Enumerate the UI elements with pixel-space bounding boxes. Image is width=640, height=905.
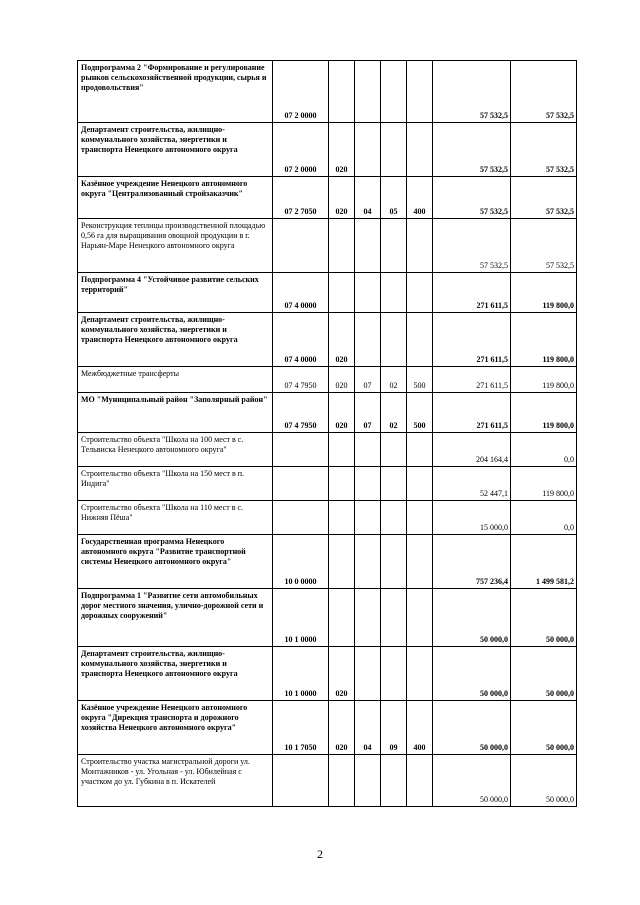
row-admin-code [329,467,355,501]
row-expense-type [407,219,433,273]
row-amount-2: 57 532,5 [511,123,577,177]
row-target-article: 07 4 0000 [273,313,329,367]
row-expense-type [407,535,433,589]
row-amount-1: 50 000,0 [433,755,511,807]
row-target-article [273,467,329,501]
row-section [355,273,381,313]
table-row [78,313,577,367]
row-admin-code [329,589,355,647]
table-row [78,433,577,467]
row-name: Подпрограмма 2 "Формирование и регулирование рынков сельскохозяйственной продукции, сырья и продовольствия" [78,61,273,123]
row-target-article: 07 2 0000 [273,123,329,177]
row-section [355,313,381,367]
row-amount-2: 1 499 581,2 [511,535,577,589]
row-target-article: 07 4 7950 [273,367,329,393]
row-name: Межбюджетные трансферты [78,367,273,393]
row-expense-type [407,755,433,807]
row-name: Департамент строительства, жилищно-коммунального хозяйства, энергетики и транспорта Ненецкого автономного округа [78,647,273,701]
row-expense-type [407,467,433,501]
row-amount-2: 50 000,0 [511,701,577,755]
row-section: 04 [355,177,381,219]
row-admin-code [329,755,355,807]
row-subsection: 02 [381,367,407,393]
row-amount-2: 57 532,5 [511,219,577,273]
row-section [355,647,381,701]
row-expense-type [407,313,433,367]
row-expense-type: 500 [407,393,433,433]
row-name: Департамент строительства, жилищно-коммунального хозяйства, энергетики и транспорта Ненецкого автономного округа [78,123,273,177]
row-expense-type: 400 [407,701,433,755]
table-row [78,123,577,177]
row-name: Строительство участка магистральной дороги ул. Монтажников - ул. Угольная - ул. Юбилейная с участком до ул. Губкина в п. Искателей [78,755,273,807]
row-target-article: 07 2 7050 [273,177,329,219]
row-name: Государственная программа Ненецкого автономного округа "Развитие транспортной системы Ненецкого автономного округа" [78,535,273,589]
row-expense-type [407,647,433,701]
row-subsection [381,123,407,177]
row-target-article [273,501,329,535]
table-row [78,61,577,123]
table-row [78,501,577,535]
row-target-article: 10 0 0000 [273,535,329,589]
row-subsection [381,501,407,535]
row-name: Строительство объекта "Школа на 100 мест в с. Тельвиска Ненецкого автономного округа" [78,433,273,467]
row-name: Казённое учреждение Ненецкого автономного округа "Централизованный стройзаказчик" [78,177,273,219]
row-target-article [273,755,329,807]
row-amount-1: 57 532,5 [433,219,511,273]
table-row [78,393,577,433]
row-section [355,755,381,807]
row-amount-1: 57 532,5 [433,177,511,219]
row-name: Подпрограмма 4 "Устойчивое развитие сельских территорий" [78,273,273,313]
row-amount-1: 271 611,5 [433,393,511,433]
row-admin-code: 020 [329,123,355,177]
row-name: Департамент строительства, жилищно-коммунального хозяйства, энергетики и транспорта Ненецкого автономного округа [78,313,273,367]
table-row [78,535,577,589]
table-row [78,177,577,219]
row-target-article: 10 1 7050 [273,701,329,755]
row-amount-2: 119 800,0 [511,467,577,501]
table-row [78,589,577,647]
row-admin-code: 020 [329,701,355,755]
row-amount-2: 50 000,0 [511,589,577,647]
row-name: Строительство объекта "Школа на 150 мест в п. Индига" [78,467,273,501]
row-amount-2: 50 000,0 [511,647,577,701]
row-section [355,535,381,589]
row-subsection: 02 [381,393,407,433]
row-subsection [381,273,407,313]
budget-table-body [78,61,577,807]
row-section: 04 [355,701,381,755]
table-row [78,273,577,313]
row-amount-1: 50 000,0 [433,589,511,647]
budget-table [77,60,577,807]
row-target-article: 10 1 0000 [273,647,329,701]
row-admin-code: 020 [329,313,355,367]
row-subsection [381,433,407,467]
row-subsection [381,313,407,367]
row-subsection: 05 [381,177,407,219]
page-number: 2 [317,847,323,861]
table-row [78,647,577,701]
row-subsection [381,589,407,647]
row-amount-1: 15 000,0 [433,501,511,535]
row-admin-code [329,219,355,273]
row-name: МО "Муниципальный район "Заполярный район" [78,393,273,433]
row-amount-2: 0,0 [511,433,577,467]
row-admin-code [329,61,355,123]
row-admin-code [329,501,355,535]
row-amount-2: 119 800,0 [511,273,577,313]
row-admin-code: 020 [329,177,355,219]
row-section [355,123,381,177]
row-subsection: 09 [381,701,407,755]
row-name: Подпрограмма 1 "Развитие сети автомобильных дорог местного значения, улично-дорожной сети и дорожных сооружений" [78,589,273,647]
row-expense-type [407,273,433,313]
row-amount-1: 52 447,1 [433,467,511,501]
row-amount-2: 119 800,0 [511,367,577,393]
row-amount-1: 757 236,4 [433,535,511,589]
row-section [355,61,381,123]
row-subsection [381,647,407,701]
table-row [78,701,577,755]
row-amount-2: 57 532,5 [511,61,577,123]
row-target-article [273,219,329,273]
row-target-article [273,433,329,467]
row-subsection [381,535,407,589]
row-amount-1: 204 164,4 [433,433,511,467]
row-amount-1: 271 611,5 [433,313,511,367]
row-subsection [381,467,407,501]
row-expense-type: 500 [407,367,433,393]
row-expense-type [407,501,433,535]
row-admin-code [329,535,355,589]
row-admin-code [329,433,355,467]
row-amount-1: 50 000,0 [433,701,511,755]
row-section: 07 [355,367,381,393]
row-amount-1: 271 611,5 [433,273,511,313]
row-amount-2: 0,0 [511,501,577,535]
row-expense-type [407,589,433,647]
row-amount-2: 119 800,0 [511,393,577,433]
row-amount-2: 57 532,5 [511,177,577,219]
row-expense-type [407,123,433,177]
row-target-article: 07 2 0000 [273,61,329,123]
table-row [78,367,577,393]
table-row [78,467,577,501]
row-amount-2: 50 000,0 [511,755,577,807]
row-subsection [381,755,407,807]
table-row [78,755,577,807]
row-amount-1: 271 611,5 [433,367,511,393]
row-name: Казённое учреждение Ненецкого автономного округа "Дирекция транспорта и дорожного хозяйства Ненецкого автономного округа" [78,701,273,755]
row-section [355,589,381,647]
row-section [355,433,381,467]
row-expense-type: 400 [407,177,433,219]
table-row [78,219,577,273]
row-target-article: 07 4 0000 [273,273,329,313]
row-subsection [381,219,407,273]
row-amount-1: 57 532,5 [433,61,511,123]
row-admin-code [329,273,355,313]
row-amount-1: 50 000,0 [433,647,511,701]
row-admin-code: 020 [329,647,355,701]
row-section: 07 [355,393,381,433]
row-section [355,219,381,273]
row-amount-2: 119 800,0 [511,313,577,367]
row-target-article: 07 4 7950 [273,393,329,433]
row-amount-1: 57 532,5 [433,123,511,177]
row-name: Строительство объекта "Школа на 110 мест в с. Нижняя Пёша" [78,501,273,535]
row-section [355,467,381,501]
row-section [355,501,381,535]
row-admin-code: 020 [329,367,355,393]
row-expense-type [407,61,433,123]
row-name: Реконструкция теплицы производственной площадью 0,56 га для выращивания овощной продукции в г. Нарьян-Маре Ненецкого автономного округа [78,219,273,273]
row-subsection [381,61,407,123]
row-expense-type [407,433,433,467]
row-target-article: 10 1 0000 [273,589,329,647]
row-admin-code: 020 [329,393,355,433]
